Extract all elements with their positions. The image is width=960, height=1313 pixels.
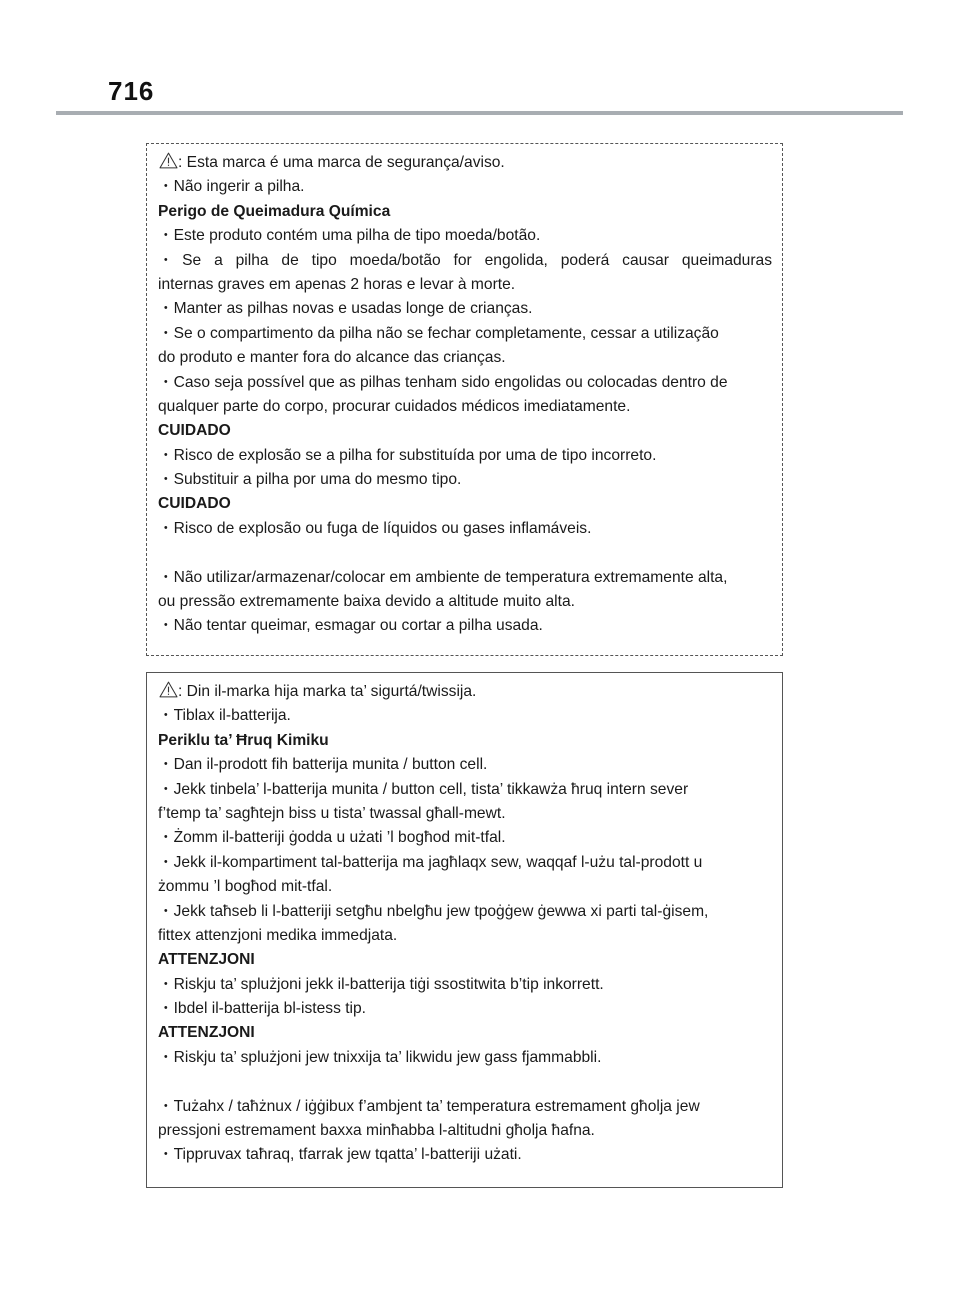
text-line: ・Riskju ta’ splużjoni jew tnixxija ta’ likwidu jew gass fjammabbli. [158, 1048, 602, 1066]
text-line: pressjoni estremament baxxa minħabba l-altitudni għolja ħafna. [158, 1122, 595, 1140]
warning-line-text: : Esta marca é uma marca de segurança/aviso. [178, 154, 505, 171]
warning-triangle-icon [159, 681, 178, 698]
blank-line [158, 1070, 772, 1094]
warning-line-text: : Din il-marka hija marka ta’ sigurtá/twissija. [178, 683, 477, 700]
text-line: ・Risco de explosão ou fuga de líquidos ou gases inflamáveis. [158, 519, 592, 537]
section-heading: CUIDADO [158, 422, 231, 440]
text-line: ・Riskju ta’ splużjoni jekk il-batterija tiġi ssostitwita b’tip inkorrett. [158, 975, 604, 993]
warning-triangle-icon [159, 152, 178, 169]
text-line: ・Substituir a pilha por uma do mesmo tipo. [158, 471, 462, 489]
warning-box-maltese [146, 672, 783, 1188]
warning-line [158, 151, 772, 175]
text-line: ・Tiblax il-batterija. [158, 707, 291, 725]
text-line: f’temp ta’ sagħtejn biss u tista’ twassal għall-mewt. [158, 804, 506, 822]
text-line: ・Se o compartimento da pilha não se fechar completamente, cessar a utilização [158, 324, 719, 342]
section-heading: Perigo de Queimadura Química [158, 202, 391, 220]
page-number: 716 [108, 76, 155, 106]
blank-line [158, 541, 772, 565]
text-line: internas graves em apenas 2 horas e levar à morte. [158, 275, 516, 293]
text-line: ・Żomm il-batteriji ġodda u użati ’l bogħod mit-tfal. [158, 829, 506, 847]
header-rule [56, 111, 903, 115]
text-line: qualquer parte do corpo, procurar cuidados médicos imediatamente. [158, 397, 631, 415]
text-line: ・Dan il-prodott fih batterija munita / button cell. [158, 756, 488, 774]
text-line: ・Se a pilha de tipo moeda/botão for engolida, poderá causar queimaduras [158, 251, 772, 269]
text-line: do produto e manter fora do alcance das crianças. [158, 349, 506, 367]
text-line: ・Jekk taħseb li l-batteriji setgħu nbelgħu jew tpoġġew ġewwa xi parti tal-ġisem, [158, 902, 709, 920]
text-line: ・Tużahx / taħżnux / iġġibux f’ambjent ta’ temperatura estremament għolja jew [158, 1097, 700, 1115]
text-line: ・Ibdel il-batterija bl-istess tip. [158, 1000, 366, 1018]
text-line: ・Não tentar queimar, esmagar ou cortar a pilha usada. [158, 617, 543, 635]
text-line: ・Tippruvax taħraq, tfarrak jew tqatta’ l-batteriji użati. [158, 1146, 522, 1164]
text-line: fittex attenzjoni medika immedjata. [158, 926, 398, 944]
text-line: ・Não utilizar/armazenar/colocar em ambiente de temperatura extremamente alta, [158, 568, 728, 586]
text-line: ・Manter as pilhas novas e usadas longe de crianças. [158, 300, 533, 318]
text-line: ・Não ingerir a pilha. [158, 178, 305, 196]
text-line: ou pressão extremamente baixa devido a altitude muito alta. [158, 593, 575, 611]
text-line: ・Risco de explosão se a pilha for substituída por uma de tipo incorreto. [158, 446, 657, 464]
section-heading: CUIDADO [158, 495, 231, 513]
warning-box-portuguese [146, 143, 783, 656]
section-heading: ATTENZJONI [158, 1024, 255, 1042]
section-heading: Periklu ta’ Ħruq Kimiku [158, 731, 329, 749]
text-line: ・Jekk tinbela’ l-batterija munita / button cell, tista’ tikkawża ħruq intern sever [158, 780, 689, 798]
text-line: ・Jekk il-kompartiment tal-batterija ma jagħlaqx sew, waqqaf l-użu tal-prodott u [158, 853, 703, 871]
text-line: żommu ’l bogħod mit-tfal. [158, 878, 333, 896]
section-heading: ATTENZJONI [158, 951, 255, 969]
text-line: ・Caso seja possível que as pilhas tenham sido engolidas ou colocadas dentro de [158, 373, 728, 391]
text-line: ・Este produto contém uma pilha de tipo moeda/botão. [158, 227, 541, 245]
warning-line [158, 680, 772, 704]
